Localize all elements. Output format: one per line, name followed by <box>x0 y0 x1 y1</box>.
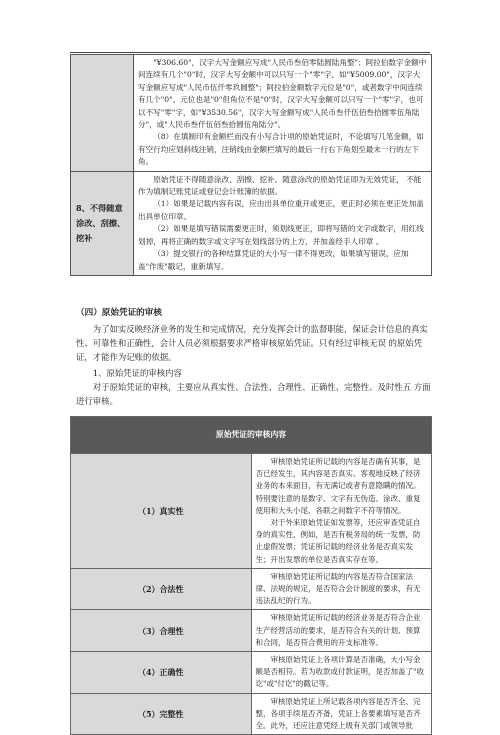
table-row <box>71 652 432 694</box>
rule8-text-cell <box>134 171 432 275</box>
audit-text-authenticity <box>251 454 432 569</box>
audit-text-correctness <box>251 652 432 694</box>
audit-label-authenticity: （1）真实性 <box>71 454 252 569</box>
audit-label-legality: （2）合法性 <box>71 568 252 610</box>
writing-rules-table <box>70 54 432 276</box>
section-title: （四）原始凭证的审核 <box>76 308 162 318</box>
table-row <box>71 454 432 569</box>
rule-text-cell <box>134 55 432 172</box>
audit-text-legality <box>251 568 432 610</box>
audit-label-reasonableness: （3）合理性 <box>71 610 252 652</box>
audit-text-completeness <box>251 693 432 735</box>
amount-writing-paragraph: "¥306.60"，汉字大写金额应写成"人民币叁佰零陆圆陆角整"；阿拉伯数字金额中间连续有几个"0"时，汉字大写金额中可以只写一个"零"字，如"¥5009.00"，汉字大写金额应写成"人民币伍仟零玖圆整"；阿拉伯金额数字元位是"0"，或者数字中间连续有几个"0"、元位也是"0"但角位不是"0"时，汉字大写金额可以只写一个"零"字，也可以不写"零"字，如"¥3530.56"，汉字大写金额写成"人民币叁仟伍佰叁拾圆零伍角陆分"，或"人民币叁仟伍佰叁拾圆伍角陆分"。 <box>138 58 427 130</box>
audit-table-header: 原始凭证的审核内容 <box>71 417 432 454</box>
header-rule <box>70 52 430 53</box>
audit-paragraph: 审核原始凭证所记载的内容是否符合国家法律、法规的规定，是否符合会计制度的要求，有无违法乱纪的行为。 <box>255 571 421 606</box>
audit-paragraph: 审核原始凭证所记载的内容是否确有其事，是否已经发生，其内容是否真实、客观地反映了经济业务的本来面目，有无满记或者有意隐瞒的情况。 特别要注意的是数字、文字有无伪造、涂改、重复使用和大头小尾、各联之间数字不符等情况。 <box>255 457 421 515</box>
audit-paragraph: 审核原始凭证上所记载各项内容是否齐全、完整，各项手续是否齐备，凭证上各要素填写是否齐全。此外，还应注意凭经上级有关部门或领导批 <box>255 696 421 731</box>
table-header-row <box>71 417 432 454</box>
rule8-paragraph: （3）提交银行的各种结算凭证的大小写一律不得更改，如果填写错误，应加盖"作废"戳记，重新填写。 <box>138 249 409 271</box>
rule8-label: 8、不得随意涂改、刮擦、挖补 <box>71 171 134 275</box>
audit-label-completeness: （5）完整性 <box>71 693 252 735</box>
rule8-paragraph: 原始凭证不得随意涂改、刮擦、挖补。随意涂改的原始凭证即为无效凭证， 不能作为填制记账凭证或登记会计账簿的依据。 <box>138 174 422 197</box>
audit-paragraph: 审核原始凭证所记载的经济业务是否符合企业生产经营活动的要求，是否符合有关的计划、预算和合同，是否符合费用的开支标准等。 <box>255 613 421 647</box>
table-row <box>71 171 432 275</box>
section-intro: 为了如实反映经济业务的发生和完成情况，充分发挥会计的监督职能，保证会计信息的真实性、可靠性和正确性，会计人员必须根据要求严格审核原始凭证。只有经过审核无误 的原始凭证，才能作为记账的依据。 <box>76 324 428 363</box>
row-label-empty <box>71 55 134 172</box>
sub-section-title: 1、原始凭证的审核内容 <box>92 368 182 378</box>
table-row <box>71 568 432 610</box>
table-row <box>71 693 432 735</box>
audit-content-table <box>70 416 432 735</box>
rule8-paragraph: （2）如果是填写错误需要更正时，须划线更正，即将写错的文字或数字，用红线划掉，再将正确的数字或文字写在划线部分的上方，并加盖经手人印章 。 <box>138 224 424 246</box>
rule8-paragraph: （1）如果是记载内容有误，应由出具单位重开或更正，更正时必须在更正处加盖出具单位印章。 <box>138 199 424 221</box>
table-row <box>71 55 432 172</box>
audit-paragraph: 对于外来原始凭证如发票等，还应审查凭证自身的真实性，例如，是否有税务局的统一发票，防止虚假发票；凭证所记载的经济业务是否真实发生；开出发票的单位是否真实存在等。 <box>255 518 421 564</box>
audit-label-correctness: （4）正确性 <box>71 652 252 694</box>
audit-paragraph: 审核原始凭证上各项计算是否准确，大小写金额是否相符。若为收款或付款证明，是否加盖了"收讫"或"付讫"的戳记等。 <box>255 655 424 689</box>
sub-section-text: 对于原始凭证的审核，主要应从真实性、合法性、合理性、正确性、完整性、及时性五 方面进行审核。 <box>76 382 431 407</box>
blank-line-paragraph: （8）在填制印有金额栏而没有小写合计项的原始凭证时，不论填写几笔金额，如有空行均应划斜线注销，注销线由金额栏填写的最后一行右下角划至最末一行的左下角。 <box>138 132 424 167</box>
audit-text-reasonableness <box>251 610 432 652</box>
table-row <box>71 610 432 652</box>
